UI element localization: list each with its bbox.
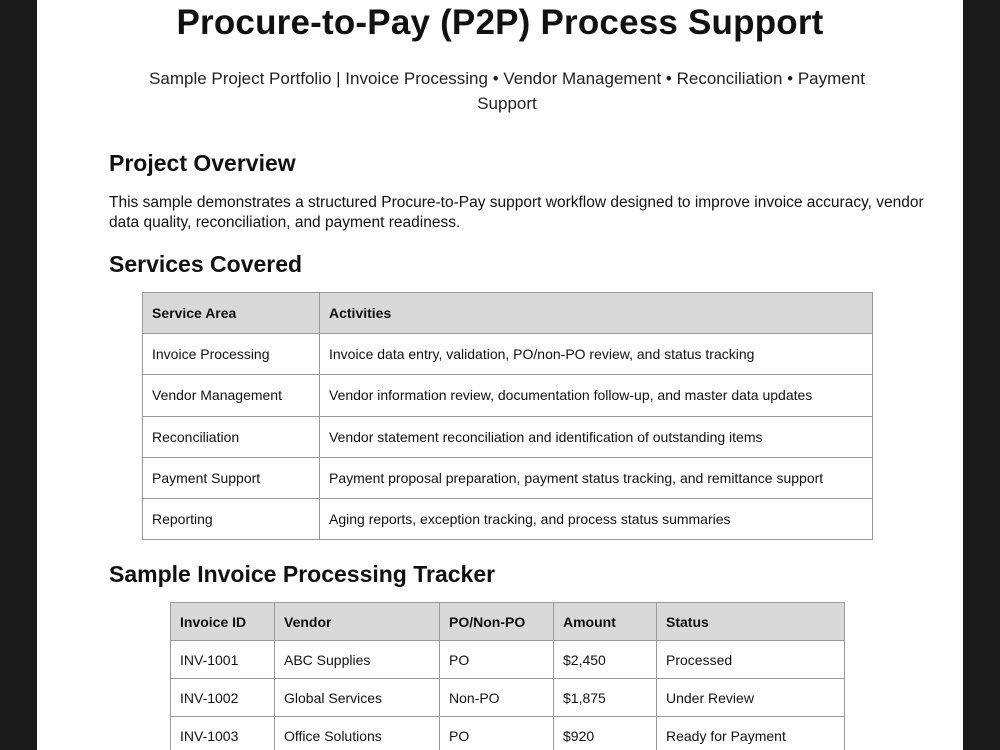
activities-cell: Invoice data entry, validation, PO/non-PO review, and status tracking bbox=[320, 334, 873, 375]
column-header: Status bbox=[657, 603, 845, 641]
table-row bbox=[143, 416, 873, 457]
status-cell: Under Review bbox=[657, 679, 845, 717]
status-cell: Ready for Payment bbox=[657, 717, 845, 750]
table-row bbox=[143, 457, 873, 498]
document-page bbox=[37, 0, 963, 750]
column-header: Service Area bbox=[143, 293, 320, 334]
vendor-cell: Global Services bbox=[275, 679, 440, 717]
activities-cell: Payment proposal preparation, payment status tracking, and remittance support bbox=[320, 457, 873, 498]
page-subtitle: Sample Project Portfolio | Invoice Processing • Vendor Management • Reconciliation • Payment Support bbox=[149, 69, 865, 113]
column-header: Amount bbox=[554, 603, 657, 641]
table-row bbox=[143, 334, 873, 375]
table-row bbox=[143, 498, 873, 539]
activities-cell: Vendor statement reconciliation and identification of outstanding items bbox=[320, 416, 873, 457]
table-header-row bbox=[171, 603, 845, 641]
activities-cell: Vendor information review, documentation follow-up, and master data updates bbox=[320, 375, 873, 416]
amount-cell: $2,450 bbox=[554, 641, 657, 679]
table-row bbox=[171, 717, 845, 750]
invoice-id-cell: INV-1002 bbox=[171, 679, 275, 717]
invoice-id-cell: INV-1001 bbox=[171, 641, 275, 679]
table-row bbox=[171, 641, 845, 679]
service-area-cell: Reconciliation bbox=[143, 416, 320, 457]
amount-cell: $920 bbox=[554, 717, 657, 750]
column-header: PO/Non-PO bbox=[440, 603, 554, 641]
activities-cell: Aging reports, exception tracking, and process status summaries bbox=[320, 498, 873, 539]
table-header-row bbox=[143, 293, 873, 334]
table-row bbox=[143, 375, 873, 416]
overview-heading: Project Overview bbox=[109, 150, 296, 176]
po-type-cell: PO bbox=[440, 641, 554, 679]
column-header: Vendor bbox=[275, 603, 440, 641]
table-row bbox=[171, 679, 845, 717]
po-type-cell: Non-PO bbox=[440, 679, 554, 717]
invoice-tracker-table bbox=[170, 602, 845, 750]
po-type-cell: PO bbox=[440, 717, 554, 750]
service-area-cell: Reporting bbox=[143, 498, 320, 539]
amount-cell: $1,875 bbox=[554, 679, 657, 717]
service-area-cell: Invoice Processing bbox=[143, 334, 320, 375]
tracker-heading: Sample Invoice Processing Tracker bbox=[109, 561, 496, 587]
vendor-cell: Office Solutions bbox=[275, 717, 440, 750]
services-table bbox=[142, 292, 873, 540]
vendor-cell: ABC Supplies bbox=[275, 641, 440, 679]
invoice-id-cell: INV-1003 bbox=[171, 717, 275, 750]
overview-text: This sample demonstrates a structured Procure-to-Pay support workflow designed to improve invoice accuracy, vendor data quality, reconciliation, and payment readiness. bbox=[109, 194, 924, 231]
status-cell: Processed bbox=[657, 641, 845, 679]
service-area-cell: Payment Support bbox=[143, 457, 320, 498]
service-area-cell: Vendor Management bbox=[143, 375, 320, 416]
column-header: Invoice ID bbox=[171, 603, 275, 641]
services-heading: Services Covered bbox=[109, 251, 303, 277]
column-header: Activities bbox=[320, 293, 873, 334]
page-title: Procure-to-Pay (P2P) Process Support bbox=[176, 3, 824, 42]
